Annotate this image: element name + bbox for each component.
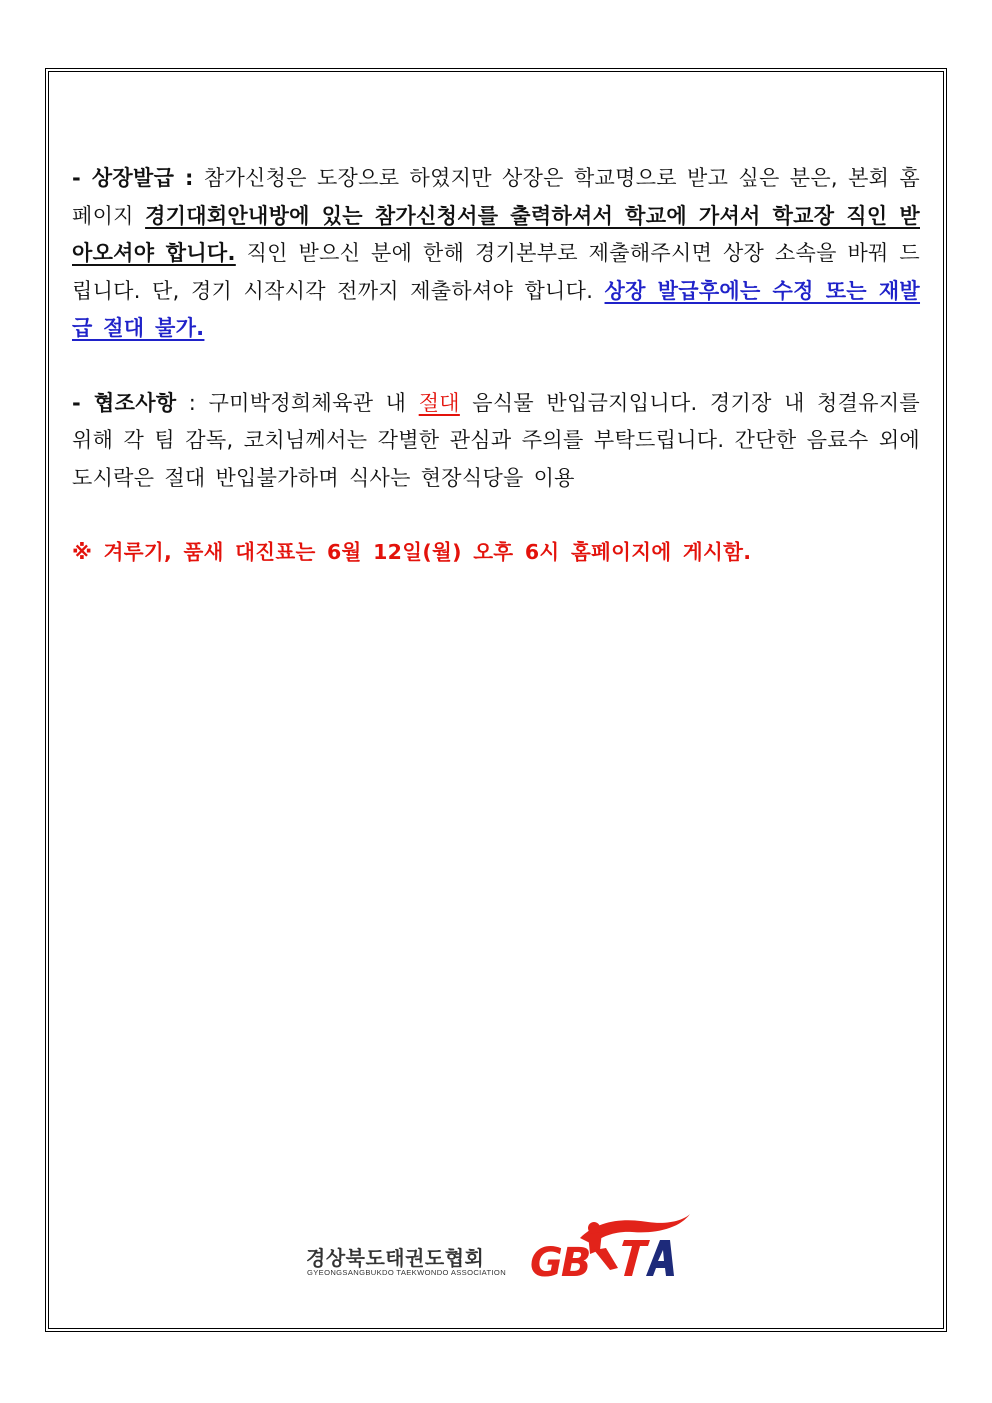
cooperation-text-1: : 구미박정희체육관 내: [176, 390, 419, 415]
cooperation-text-2: 음식물 반입금지입니다. 경기장 내 청결유지를 위해 각 팀 감독, 코치님께서는 각별한 관심과 주의를 부탁드립니다. 간단한 음료수 외에 도시락은 절대 반입불가하며 식사는 현장식당을 이용: [72, 390, 920, 490]
award-text-2: 직인 받으신 분에 한해 경기본부로 제출해주시면 상장 소속을 바꿔 드립니다. 단, 경기 시작시각 전까지 제출하셔야 합니다.: [72, 241, 920, 303]
award-paragraph: [72, 160, 920, 348]
cooperation-emphasis: 절대: [418, 390, 460, 415]
svg-text:GB: GB: [530, 1240, 590, 1282]
award-heading: - 상장발급 :: [72, 166, 194, 190]
cooperation-paragraph: [72, 385, 920, 498]
award-text-1: 참가신청은 도장으로 하였지만 상장은 학교명으로 받고 싶은 분은, 본회 홈페이지: [72, 166, 920, 228]
award-emphasis: 경기대회안내방에 있는 참가신청서를 출력하셔서 학교에 가셔서 학교장 직인 받아오셔야 합니다.: [72, 203, 920, 265]
logo-org-name: 경상북도태권도협회: [306, 1246, 485, 1270]
schedule-note: ※ 겨루기, 품새 대진표는 6월 12일(월) 오후 6시 홈페이지에 게시함.: [72, 540, 752, 564]
logo-org-name-en: GYEONGSANGBUKDO TAEKWONDO ASSOCIATION: [307, 1268, 507, 1277]
award-warning: 상장 발급후에는 수정 또는 재발급 절대 불가.: [72, 278, 921, 340]
notice-body: [72, 160, 920, 572]
association-logo: [306, 1210, 690, 1282]
gbta-emblem-icon: [528, 1210, 690, 1282]
cooperation-heading: - 협조사항: [72, 390, 177, 415]
